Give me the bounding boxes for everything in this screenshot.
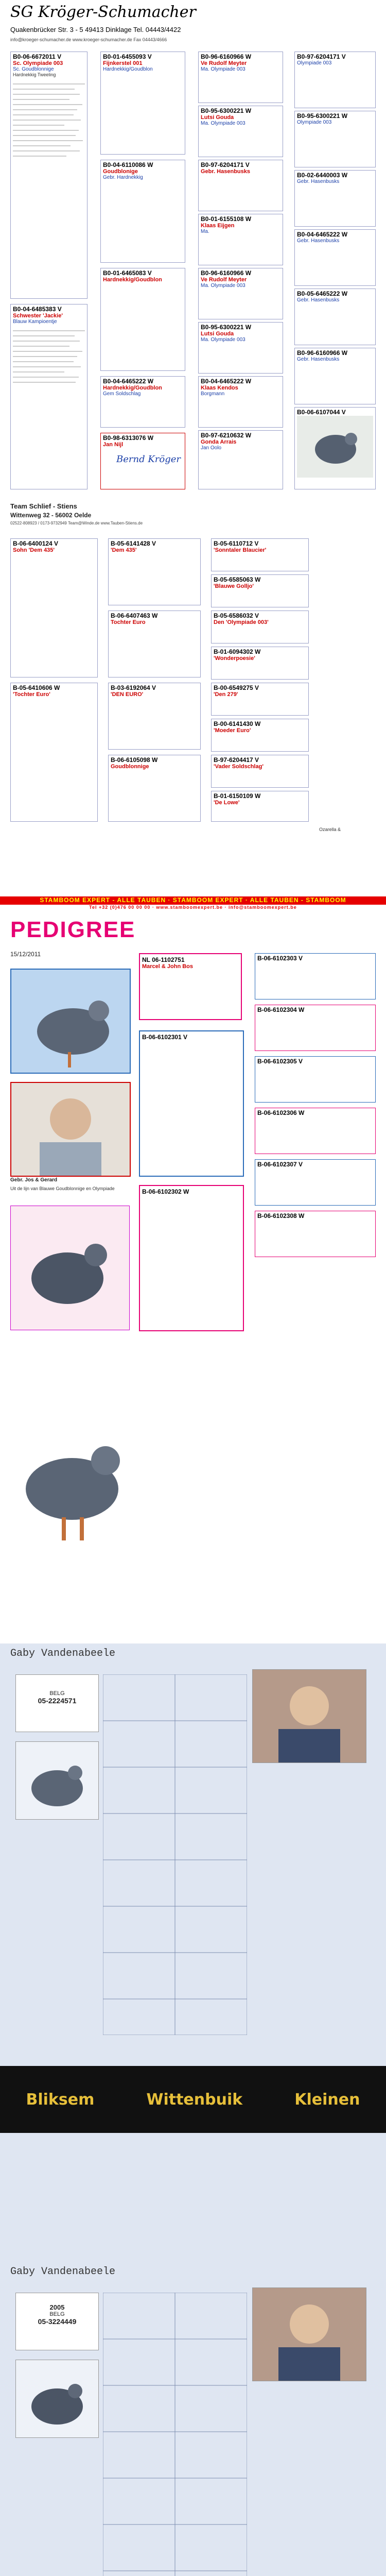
pedigree-expert [0,896,386,1638]
pigeon-sub: Gebr. Hardnekkig [103,175,143,180]
pigeon-icon [10,1345,376,1613]
pigeon-icon [16,1742,98,1819]
ring-number: B-03-6192064 V [111,684,156,691]
ring-number: B0-06-6107044 V [297,409,346,416]
stiens-card-13 [211,791,309,822]
pigeon-name: Ve Rudolf Meyter [201,60,247,66]
pigeon-photo-1 [10,969,131,1074]
stiens-card-5 [108,755,201,822]
signature: Bernd Kröger [116,454,181,465]
pedigree-card-r3 [255,1108,376,1154]
pedigree-card-col2-4 [100,433,185,489]
ring-number: B0-96-6160966 W [201,53,252,60]
pedigree-vandenabeele-2 [0,2262,386,2576]
pigeon-name: Tochter Euro [111,619,146,625]
bloodline-2: Wittenbuik [146,2090,243,2109]
person-icon [253,2288,366,2381]
pigeon-name: Gebr. Hasenbusks [297,297,340,303]
pedigree-notes: Uit de lijn van Blauwe Goudblonnige en Olympiade [10,1186,115,1191]
pigeon-name: Fijnkerstel 001 [103,60,143,66]
ring-number: B-06-6102306 W [257,1109,305,1116]
pedigree-form-lines [103,1674,247,2035]
results-lines [13,328,85,431]
pedigree-card-m2 [139,1185,244,1331]
pigeon-name: 'Tochter Euro' [13,691,50,698]
pigeon-sub2: Hardnekkig Tweeling [13,72,56,77]
pedigree-card-col4-2 [294,170,376,227]
pigeon-name: 'De Lowe' [214,800,240,806]
pedigree-date: 15/12/2011 [10,951,41,958]
ring-number: B-06-6102308 W [257,1212,305,1219]
pedigree-card-col4-4 [294,289,376,345]
ring-number: B0-05-6465222 W [297,290,348,297]
ring-number: B0-04-6110086 W [103,161,153,168]
year: 2005 [49,2303,65,2311]
pedigree-card-col1-b [10,304,87,489]
pigeon-name: Ve Rudolf Meyter [201,277,247,283]
ring-number: B0-95-6300221 W [201,324,252,331]
pigeon-name: Sohn 'Dem 435' [13,547,55,553]
main-name: Marcel & John Bos [142,963,194,970]
stiens-card-8 [211,611,309,643]
ring-number: B0-04-6465222 W [103,378,154,385]
pedigree-card-col2-0 [100,52,185,155]
bloodline-3: Kleinen [294,2090,360,2109]
team-address: Wittenweg 32 - 56002 Oelde [10,512,92,519]
ring-number: B-97-6204417 V [214,756,259,764]
ring-number: B-05-6586032 V [214,612,259,619]
pedigree-title: PEDIGREE [10,917,136,942]
ring-number: B-06-6400124 V [13,540,59,547]
ring-number: B0-04-6465222 W [297,231,348,238]
ring-number: B0-95-6300221 W [297,112,348,120]
pedigree-card-col3-0 [198,52,283,103]
stiens-card-11 [211,719,309,752]
pigeon-name: Goudblonige [103,168,138,175]
pigeon-sub: Ma. Olympiade 003 [201,337,245,343]
pigeon-photo [297,416,373,478]
pedigree-card-col3-5 [198,322,283,374]
pigeon-name: 'Den 279' [214,691,238,698]
pedigree-card-col3-6 [198,376,283,428]
ring-number: B-00-6549275 V [214,684,259,691]
pigeon-name: Gonda Arrais [201,439,237,445]
pedigree-card-r4 [255,1159,376,1206]
stiens-card-2 [108,538,201,605]
ring-number: B-01-6094302 W [214,648,261,655]
pigeon-name: Schwester 'Jackie' [13,313,63,319]
pigeon-icon [16,2360,98,2437]
pigeon-photo-3 [10,1345,376,1613]
pedigree-card-col1-a [10,52,87,299]
pigeon-photo [15,1741,99,1820]
ring-number: B-06-6102303 V [257,955,303,962]
team-title: Team Schlief - Stiens [10,502,77,510]
pigeon-name: 'Sonntaler Blaucier' [214,547,267,553]
pigeon-name: Lutsi Gouda [201,114,234,121]
pigeon-name: Goudblonnige [111,764,149,770]
pigeon-sub: Sc. Goudblonnige [13,66,54,72]
pigeon-name: Olympiade 003 [297,60,332,66]
pedigree-card-col3-2 [198,160,283,211]
ring-number: B0-01-6155108 W [201,215,252,223]
pedigree-card-r1 [255,1005,376,1051]
stiens-card-6 [211,538,309,571]
pigeon-sub: Borgmann [201,391,225,397]
banner-contact: Tel +32 (0)476 00 00 00 · www.stamboomexpert.be · info@stamboomexpert.be [0,905,386,912]
pedigree-card-col3-3 [198,214,283,265]
pigeon-sub: Gem Soldschlag [103,391,141,397]
stiens-card-1 [10,683,98,822]
ring-number: B0-98-6313076 W [103,434,154,442]
pigeon-sub: Blauw Kampioentje [13,319,57,325]
pigeon-name: Lutsi Gouda [201,331,234,337]
stiens-card-12 [211,755,309,788]
ring-number: B0-96-6160966 W [201,269,252,277]
bloodline-band [0,2066,386,2133]
pigeon-name: 'Vader Soldschlag' [214,764,264,770]
pigeon-name: Gebr. Hasenbusks [297,238,340,244]
pedigree-card-r0 [255,953,376,999]
stiens-card-4 [108,683,201,750]
pedigree-stiens [0,497,386,866]
stiens-card-10 [211,683,309,716]
pigeon-name: Gebr. Hasenbusks [297,179,340,184]
ring-number: B-05-6110712 V [214,540,259,547]
pigeon-name: Gebr. Hasenbusks [201,168,250,175]
pigeon-name: Klaas Eijgen [201,223,235,229]
pedigree-card-col4-6 [294,407,376,489]
pedigree-card-col3-7 [198,430,283,489]
ring-number: B-05-6141428 V [111,540,156,547]
ring-label [15,1674,99,1732]
pedigree-card-col2-1 [100,160,185,263]
breeder-name: Gaby Vandenabeele [10,1648,116,1659]
breeder-title: SG Kröger-Schumacher [10,3,196,21]
pigeon-name: 'Moeder Euro' [214,727,251,734]
breeder-name: Gaby Vandenabeele [10,2266,116,2278]
ring-number: B-06-6105098 W [111,756,158,764]
ring-number: B-06-6102307 V [257,1161,303,1168]
ring-number: 05-2224571 [38,1697,77,1705]
breeder-address: Quakenbrücker Str. 3 - 5 49413 Dinklage Tel. 04443/4422 [10,26,181,33]
ring-number: B0-95-6300221 W [201,107,252,114]
pedigree-kroeger [0,0,386,497]
country: BELG [49,1690,65,1697]
person-icon [11,1083,130,1176]
pedigree-card-col3-1 [198,106,283,157]
pigeon-name: Gebr. Hasenbusks [297,357,340,362]
ring-number: B-06-6407463 W [111,612,158,619]
pedigree-card-r2 [255,1056,376,1103]
pigeon-name: Sc. Olympiade 003 [13,60,63,66]
pigeon-name: 'Wonderpoesie' [214,655,255,662]
ring-number: B0-97-6204171 V [201,161,250,168]
ring-number: B0-97-6210632 W [201,432,252,439]
pigeon-sub: Ma. Olympiade 003 [201,66,245,72]
pedigree-card-m1 [139,1030,244,1177]
ring-number: B0-97-6204171 V [297,53,346,60]
pigeon-name: Klaas Kendos [201,385,238,391]
pedigree-card-col2-3 [100,376,185,428]
ring-number: B0-04-6485383 V [13,306,62,313]
ring-number: B0-01-6455093 V [103,53,152,60]
breeder-photo [252,1669,366,1763]
breeder-contact: info@kroeger-schumacher.de www.kroeger-schumacher.de Fax 04443/4666 [10,37,167,42]
pigeon-name: Hardnekkig/Goudblon [103,277,162,283]
pigeon-sub: Ma. [201,229,209,234]
ring-number: B-06-6102301 V [142,1033,188,1041]
pedigree-vandenabeele-1 [0,1643,386,2262]
pigeon-sub: Ma. Olympiade 003 [201,283,245,289]
main-card [139,953,242,1020]
pigeon-sub: Ma. Olympiade 003 [201,121,245,126]
pigeon-name: Hardnekkig/Goudblon [103,385,162,391]
footer-note: Ozarella & [319,827,341,832]
pigeon-name: Den 'Olympiade 003' [214,619,269,625]
ring-number: B-05-6585063 W [214,576,261,583]
stiens-card-7 [211,574,309,607]
ring-label [15,2293,99,2350]
pigeon-name: Olympiade 003 [297,120,332,125]
ring-number: B-06-6102302 W [142,1188,189,1195]
pedigree-card-col2-2 [100,268,185,371]
ring-number: B-06-6102304 W [257,1006,305,1013]
pedigree-card-col4-1 [294,111,376,167]
pigeon-icon [11,970,130,1073]
pedigree-card-r5 [255,1211,376,1257]
ring-number: B-00-6141430 W [214,720,261,727]
pigeon-icon [11,1206,129,1330]
pigeon-name: Jan Nijl [103,442,124,448]
ring-number: B0-01-6465083 V [103,269,152,277]
ring-number: B0-02-6440003 W [297,172,348,179]
stiens-card-3 [108,611,201,677]
results-lines [13,81,85,235]
ring-number: B0-96-6160966 W [297,349,348,357]
team-contact: 02522-808923 / 0173-9732949 Team@Winde.de www.Tauben-Stiens.de [10,521,143,526]
ring-number: 05-3224449 [38,2317,77,2326]
breeder-photo [10,1082,131,1177]
stiens-card-0 [10,538,98,677]
pedigree-card-col3-4 [198,268,283,319]
ring-number: B-01-6150109 W [214,792,261,800]
ring-number: B0-04-6465222 W [201,378,252,385]
country: BELG [49,2311,65,2317]
bloodline-1: Bliksem [26,2090,95,2109]
pigeon-name: 'DEN EURO' [111,691,144,698]
pigeon-name: 'Dem 435' [111,547,137,553]
ring-number: B0-06-6672011 V [13,53,62,60]
pedigree-card-col4-0 [294,52,376,108]
pigeon-sub: Hardnekkig/Goudblon [103,66,153,72]
owner-label: Gebr. Jos & Gerard [10,1177,58,1183]
pigeon-photo-2 [10,1206,130,1330]
stiens-card-9 [211,647,309,680]
pedigree-card-col4-5 [294,348,376,404]
pigeon-photo [15,2360,99,2438]
banner: STAMBOOM EXPERT - ALLE TAUBEN · STAMBOOM EXPERT · ALLE TAUBEN - STAMBOOM [0,896,386,905]
ring-number: B-05-6410606 W [13,684,60,691]
pigeon-name: 'Blauwe Golljo' [214,583,254,589]
person-icon [253,1670,366,1762]
pedigree-form-lines [103,2293,247,2576]
main-ring: NL 06-1102751 [142,956,185,963]
pigeon-sub: Jan Oolo [201,445,222,451]
pedigree-card-col4-3 [294,229,376,286]
ring-number: B-06-6102305 V [257,1058,303,1065]
breeder-photo [252,2287,366,2381]
